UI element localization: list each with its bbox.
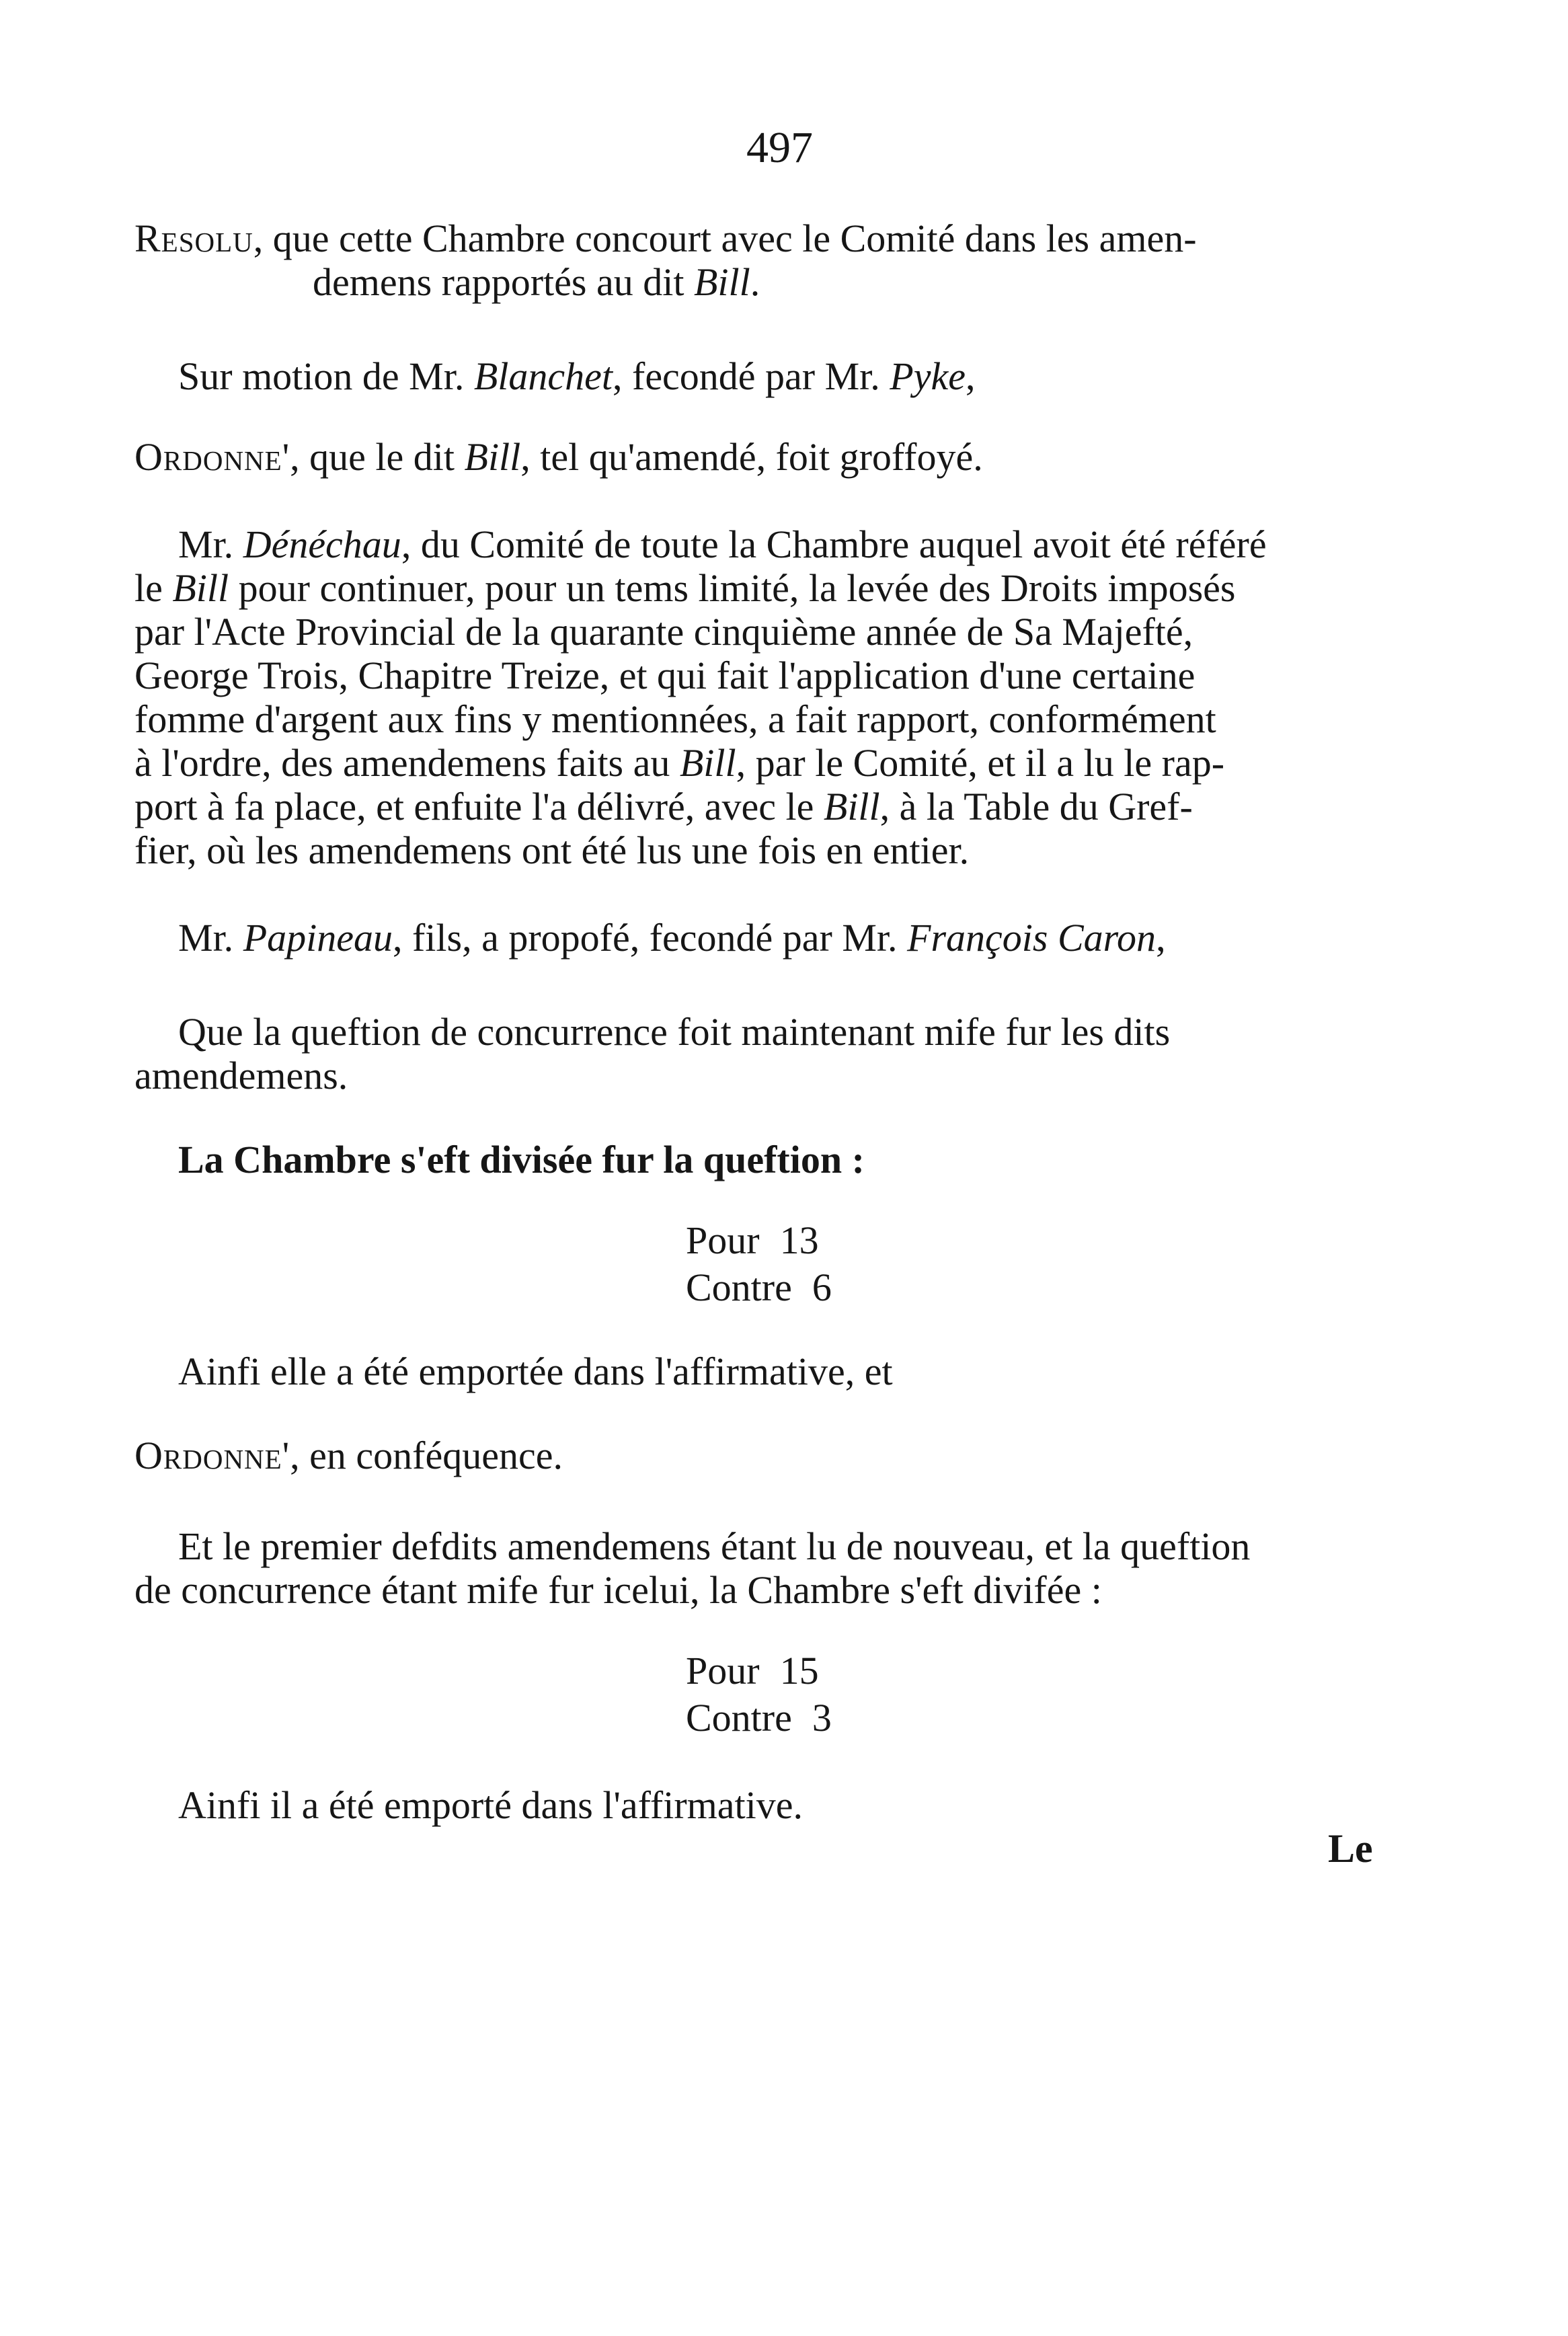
- affirmative-line-1: Ainfi elle a été emportée dans l'affirmative, et: [178, 1350, 893, 1393]
- ordered-consequence-line: Ordonne', en conféquence.: [134, 1434, 563, 1477]
- motion-line: Sur motion de Mr. Blanchet, fecondé par Mr. Pyke,: [178, 354, 976, 398]
- report-line-1: Mr. Dénéchau, du Comité de toute la Chambre auquel avoit été référé: [178, 522, 1267, 566]
- catchword: Le: [1328, 1826, 1373, 1871]
- report-line-6: à l'ordre, des amendemens faits au Bill, par le Comité, et il a lu le rap-: [134, 741, 1225, 785]
- vote-2-contre: Contre 3: [686, 1696, 832, 1740]
- division-line: La Chambre s'eft divisée fur la queftion :: [178, 1138, 865, 1181]
- report-line-8: fier, où les amendemens ont été lus une fois en entier.: [134, 828, 970, 872]
- amendment-line-1: Et le premier defdits amendemens étant lu de nouveau, et la queftion: [178, 1524, 1251, 1568]
- page-number: 497: [746, 123, 813, 172]
- amendment-line-2: de concurrence étant mife fur icelui, la Chambre s'eft divifée :: [134, 1568, 1102, 1612]
- proposal-line: Mr. Papineau, fils, a propofé, fecondé par Mr. François Caron,: [178, 916, 1166, 960]
- vote-2-pour: Pour 15: [686, 1649, 819, 1692]
- vote-1-pour: Pour 13: [686, 1218, 819, 1262]
- resolution-line-1: Resolu, que cette Chambre concourt avec le Comité dans les amen-: [134, 217, 1197, 260]
- report-line-2: le Bill pour continuer, pour un tems limité, la levée des Droits imposés: [134, 566, 1236, 610]
- report-line-4: George Trois, Chapitre Treize, et qui fait l'application d'une certaine: [134, 654, 1195, 697]
- resolution-line-2: demens rapportés au dit Bill.: [313, 260, 760, 304]
- ordered-engrossed-line: Ordonne', que le dit Bill, tel qu'amendé, foit groffoyé.: [134, 435, 983, 479]
- report-line-5: fomme d'argent aux fins y mentionnées, a fait rapport, conformément: [134, 697, 1216, 741]
- resolu-lead: Resolu: [134, 217, 253, 260]
- vote-1-contre: Contre 6: [686, 1266, 832, 1309]
- report-line-7: port à fa place, et enfuite l'a délivré, avec le Bill, à la Table du Gref-: [134, 785, 1193, 828]
- affirmative-line-2: Ainfi il a été emporté dans l'affirmative.: [178, 1783, 803, 1827]
- question-line-1: Que la queftion de concurrence foit maintenant mife fur les dits: [178, 1010, 1171, 1054]
- question-line-2: amendemens.: [134, 1054, 348, 1097]
- report-line-3: par l'Acte Provincial de la quarante cinquième année de Sa Majefté,: [134, 610, 1193, 654]
